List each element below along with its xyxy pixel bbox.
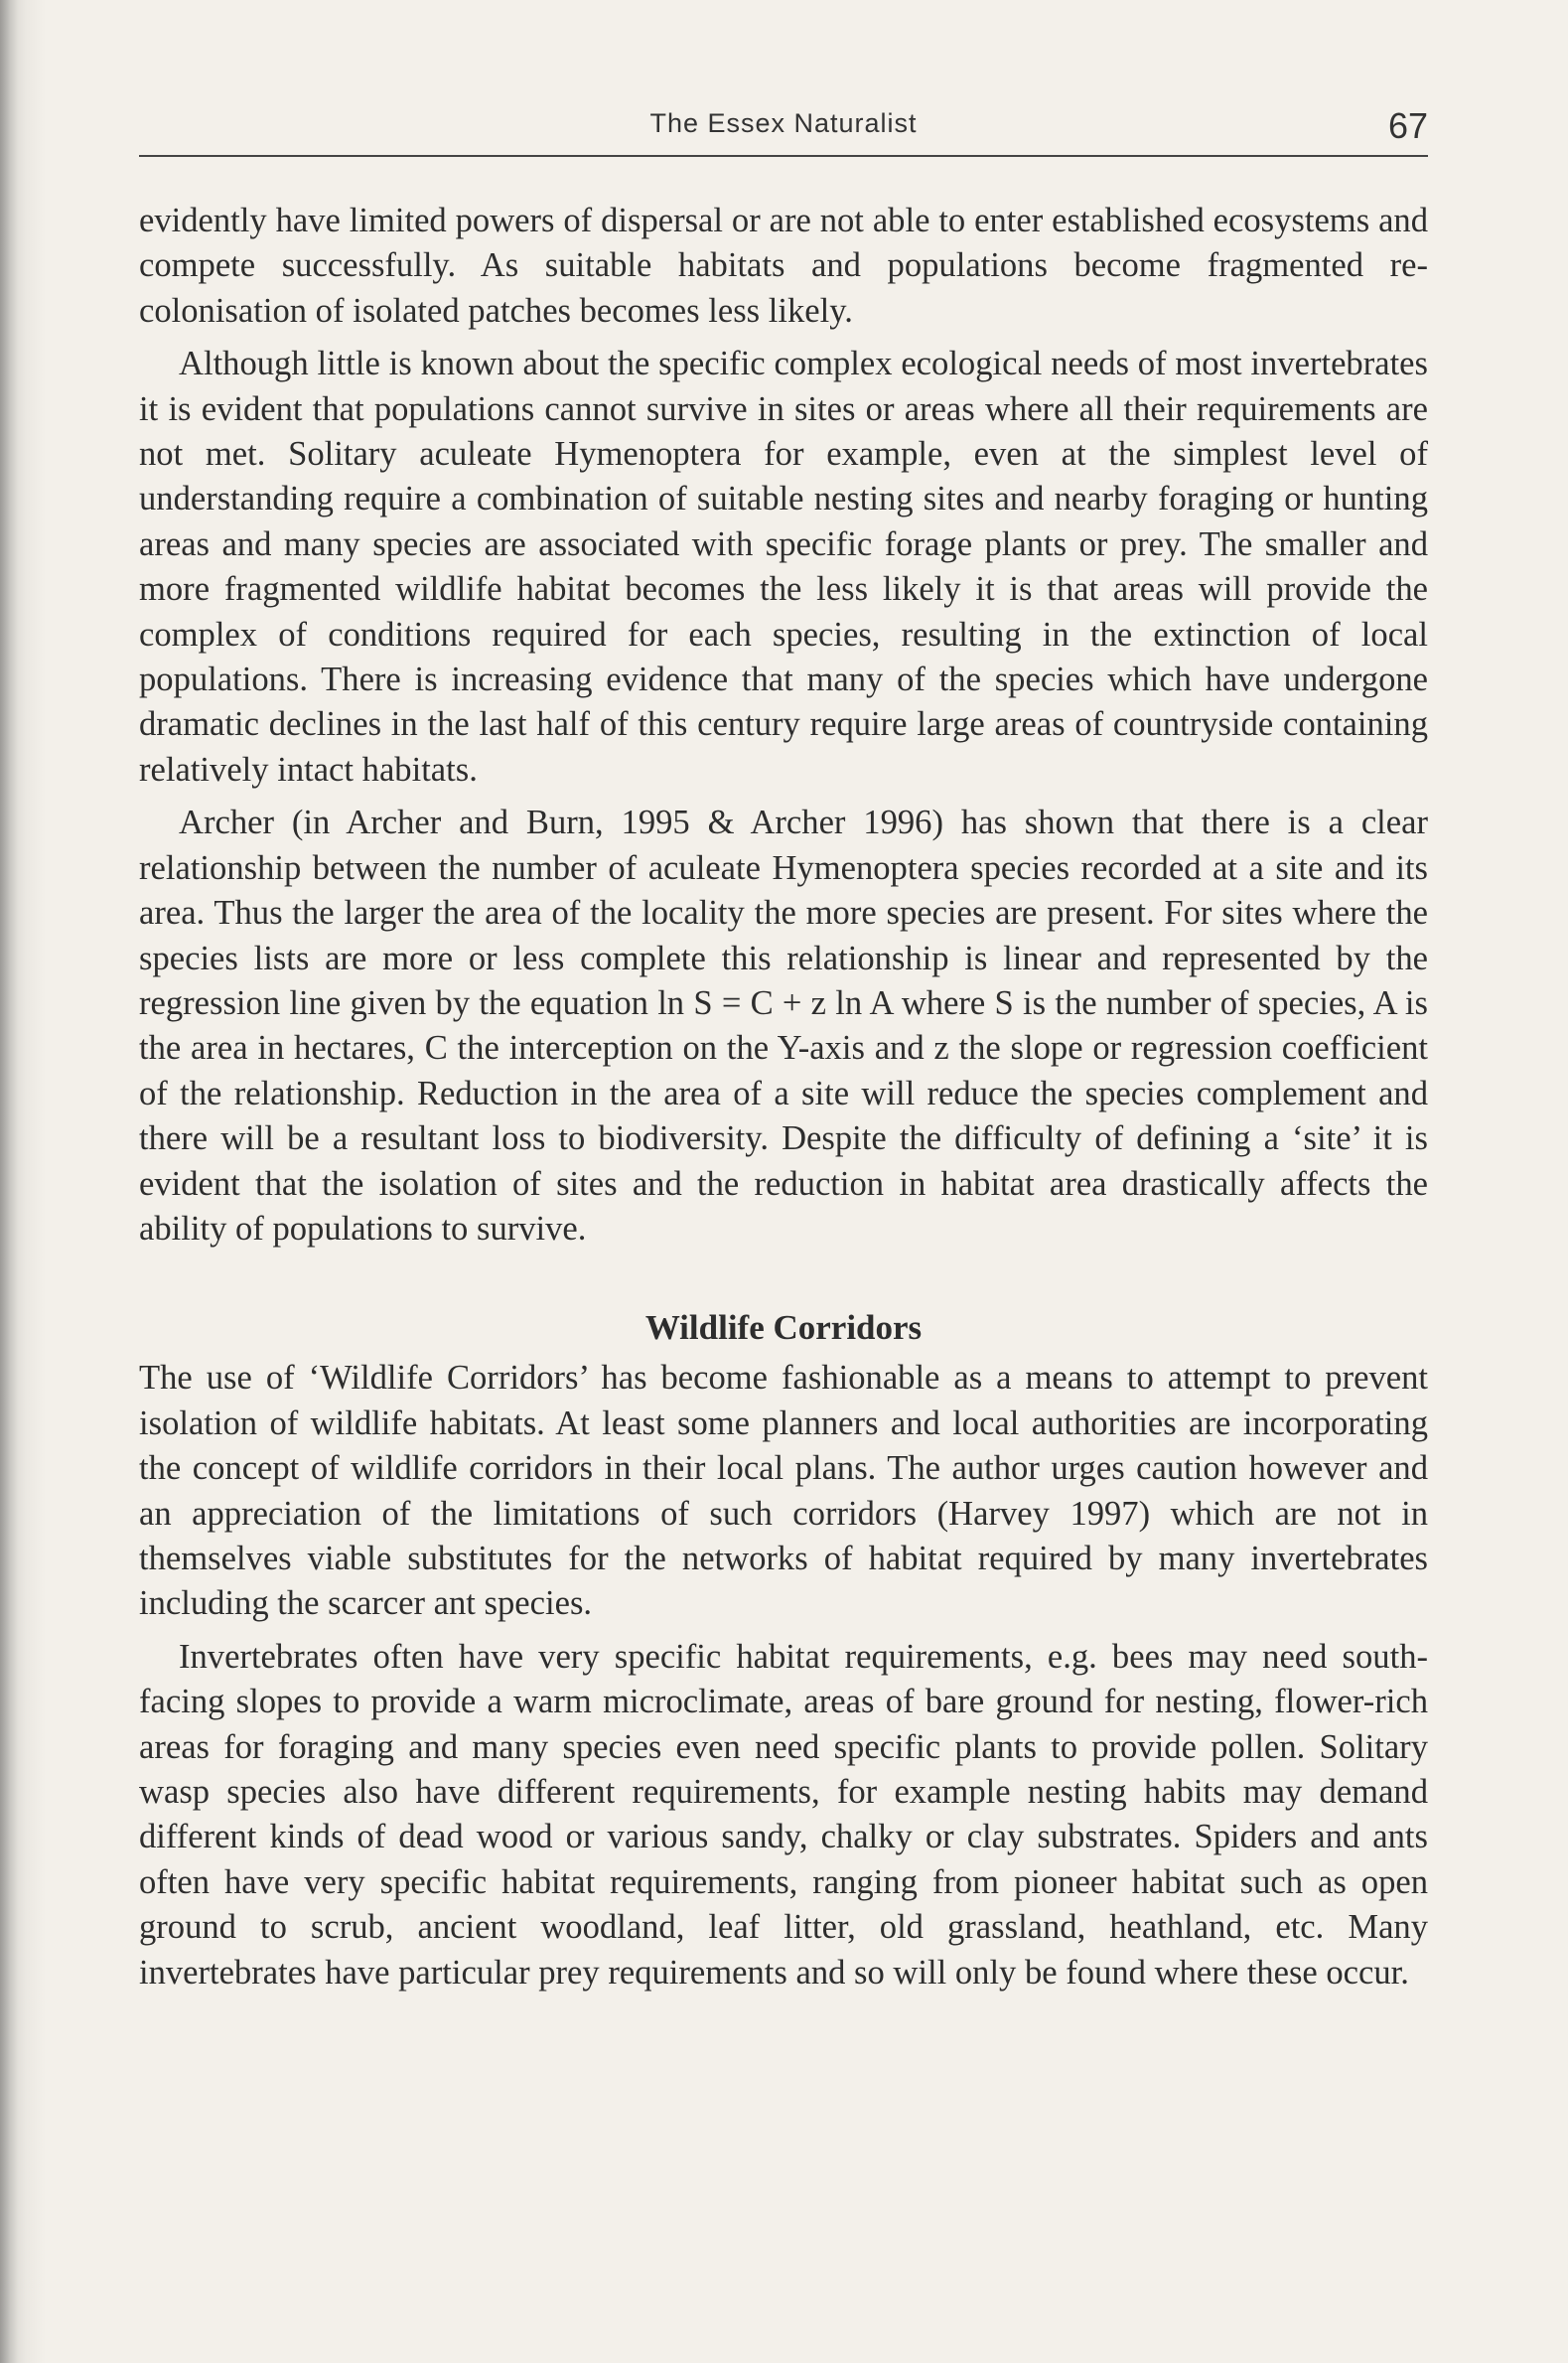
paragraph: Archer (in Archer and Burn, 1995 & Archer 1996) has shown that there is a clear relationship between the number of aculeate Hymenoptera species recorded at a site and its area. Thus the larger the area of the locality the more species are present. For sites where the species lists are more or less complete this relationship is linear and represented by the regression line given by the equation ln S = C + z ln A where S is the number of species, A is the area in hectares, C the interception on the Y-axis and z the slope or regression coefficient of the relationship. Reduction in the area of a site will reduce the species complement and there will be a resultant loss to biodiversity. Despite the difficulty of defining a ‘site’ it is evident that the isolation of sites and the reduction in habitat area drastically affects the ability of populations to survive. [139, 804, 1428, 1248]
paragraph: evidently have limited powers of dispersal or are not able to enter established ecosystems and compete successfully. As suitable habitats and populations become fragmented re-colonisation of isolated patches becomes less likely. [139, 202, 1428, 330]
page-number: 67 [1387, 105, 1428, 146]
page-header [139, 103, 1428, 157]
spine-shadow [0, 0, 18, 2363]
paragraph: Although little is known about the specific complex ecological needs of most invertebrates it is evident that populations cannot survive in sites or areas where all their requirements are not met. Solitary aculeate Hymenoptera for example, even at the simplest level of understanding require a combination of suitable nesting sites and nearby foraging or hunting areas and many species are associated with specific forage plants or prey. The smaller and more fragmented wildlife habitat becomes the less likely it is that areas will provide the complex of conditions required for each species, resulting in the extinction of local populations. There is increasing evidence that many of the species which have undergone dramatic declines in the last half of this century require large areas of countryside containing relatively intact habitats. [139, 345, 1428, 789]
paragraph: Invertebrates often have very specific habitat requirements, e.g. bees may need south-facing slopes to provide a warm microclimate, areas of bare ground for nesting, flower-rich areas for foraging and many species even need specific plants to provide pollen. Solitary wasp species also have different requirements, for example nesting habits may demand different kinds of dead wood or various sandy, chalky or clay substrates. Spiders and ants often have very specific habitat requirements, ranging from pioneer habitat such as open ground to scrub, ancient woodland, leaf litter, old grassland, heathland, etc. Many invertebrates have particular prey requirements and so will only be found where these occur. [139, 1637, 1428, 1992]
section-heading: Wildlife Corridors [644, 1308, 923, 1348]
body-text [139, 199, 1428, 1995]
paragraph: The use of ‘Wildlife Corridors’ has become fashionable as a means to attempt to prevent isolation of wildlife habitats. At least some planners and local authorities are incorporating the concept of wildlife corridors in their local plans. The author urges caution however and an appreciation of the limitations of such corridors (Harvey 1997) which are not in themselves viable substitutes for the networks of habitat required by many invertebrates including the scarcer ant species. [139, 1359, 1428, 1623]
running-title: The Essex Naturalist [649, 108, 918, 138]
